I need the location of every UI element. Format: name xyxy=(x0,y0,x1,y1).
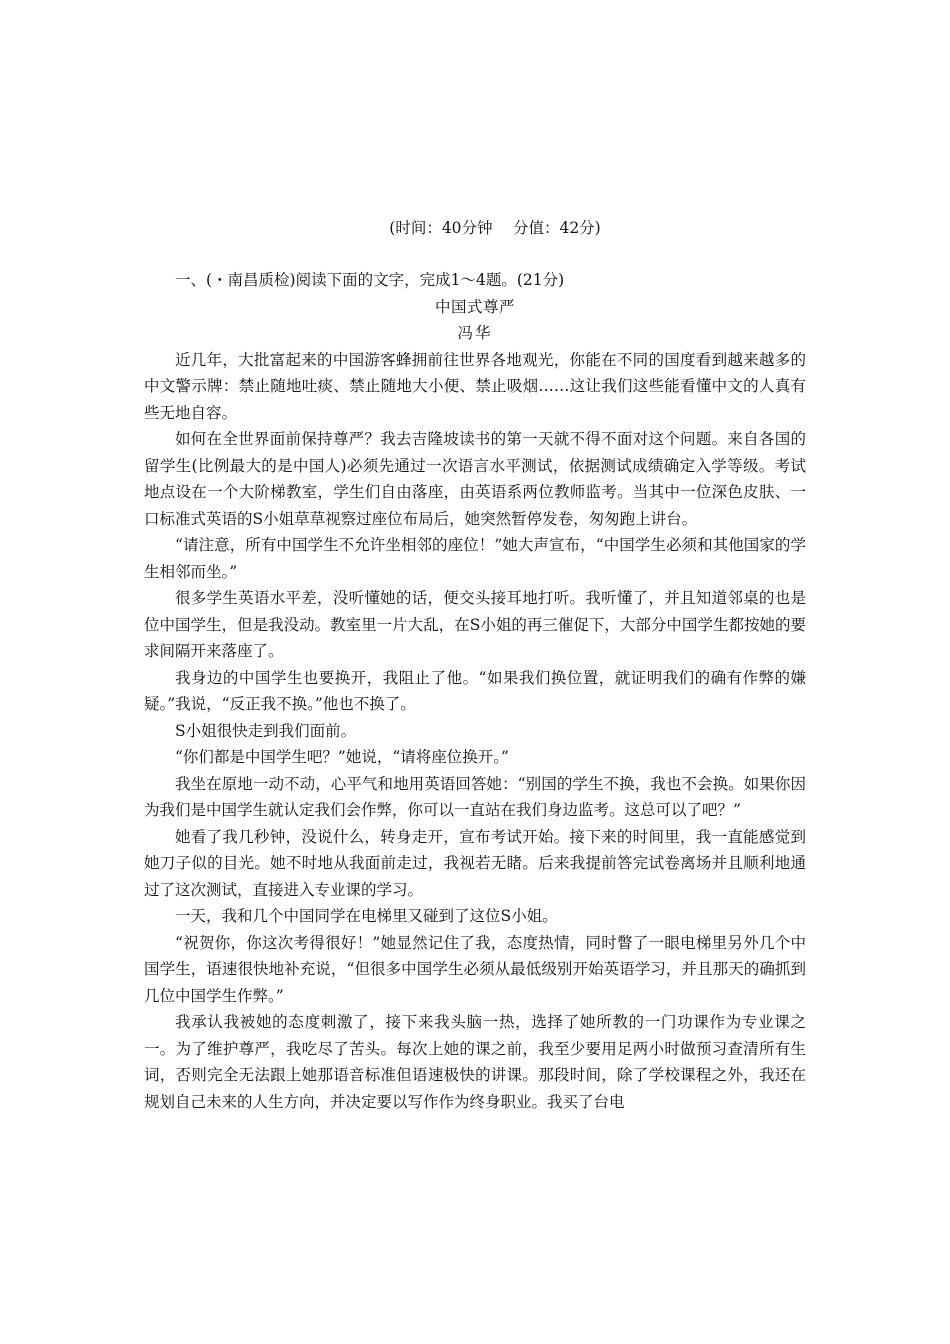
paragraph: 近几年，大批富起来的中国游客蜂拥前往世界各地观光，你能在不同的国度看到越来越多的中文警示牌：禁止随地吐痰、禁止随地大小便、禁止吸烟……这让我们这些能看懂中文的人真有些无地自容。 xyxy=(144,350,806,422)
exam-meta: (时间：40分钟 分值：42分) xyxy=(389,219,601,237)
paragraph: 我承认我被她的态度刺激了，接下来我头脑一热，选择了她所教的一门功课作为专业课之一。为了维护尊严，我吃尽了苦头。每次上她的课之前，我至少要用足两小时做预习查清所有生词，否则完全无法跟上她那语音标准但语速极快的讲课。那段时间，除了学校课程之外，我还在规划自己未来的人生方向，并决定要以写作作为终身职业。我买了台电 xyxy=(144,1013,806,1111)
paragraph: “你们都是中国学生吧？”她说，“请将座位换开。” xyxy=(175,748,509,766)
article-title: 中国式尊严 xyxy=(434,297,515,316)
exam-content xyxy=(144,267,806,1115)
paragraph: “祝贺你，你这次考得很好！”她显然记住了我，态度热情，同时瞥了一眼电梯里另外几个中国学生，语速很快地补充说，“但很多中国学生必须从最低级别开始英语学习，并且那天的确抓到几位中国学生作弊。” xyxy=(144,933,806,1005)
paragraph: 我坐在原地一动不动，心平气和地用英语回答她：“别国的学生不换，我也不会换。如果你因为我们是中国学生就认定我们会作弊，你可以一直站在我们身边监考。这总可以了吧？” xyxy=(144,774,806,819)
paragraph: 我身边的中国学生也要换开，我阻止了他。“如果我们换位置，就证明我们的确有作弊的嫌疑。”我说，“反正我不换。”他也不换了。 xyxy=(144,668,806,713)
paragraph: S小姐很快走到我们面前。 xyxy=(175,721,357,740)
paragraph: 很多学生英语水平差，没听懂她的话，便交头接耳地打听。我听懂了，并且知道邻桌的也是位中国学生，但是我没动。教室里一片大乱，在S小姐的再三催促下，大部分中国学生都按她的要求间隔开来落座了。 xyxy=(144,589,806,660)
question-intro: 一、(・南昌质检)阅读下面的文字，完成1～4题。(21分) xyxy=(175,271,565,289)
paragraph: 一天，我和几个中国同学在电梯里又碰到了这位S小姐。 xyxy=(175,907,558,925)
paragraph: 如何在全世界面前保持尊严？我去吉隆坡读书的第一天就不得不面对这个问题。来自各国的留学生(比例最大的是中国人)必须先通过一次语言水平测试，依据测试成绩确定入学等级。考试地点设在一个大阶梯教室，学生们自由落座，由英语系两位教师监考。当其中一位深色皮肤、一口标准式英语的S小姐草草视察过座位布局后，她突然暂停发卷，匆匆跑上讲台。 xyxy=(144,430,806,528)
paragraph: 她看了我几秒钟，没说什么，转身走开，宣布考试开始。接下来的时间里，我一直能感觉到她刀子似的目光。她不时地从我面前走过，我视若无睹。后来我提前答完试卷离场并且顺利地通过了这次测试，直接进入专业课的学习。 xyxy=(144,827,806,899)
article-author: 冯华 xyxy=(457,324,493,342)
paragraph: “请注意，所有中国学生不允许坐相邻的座位！”她大声宣布，“中国学生必须和其他国家的学生相邻而坐。” xyxy=(144,536,806,581)
